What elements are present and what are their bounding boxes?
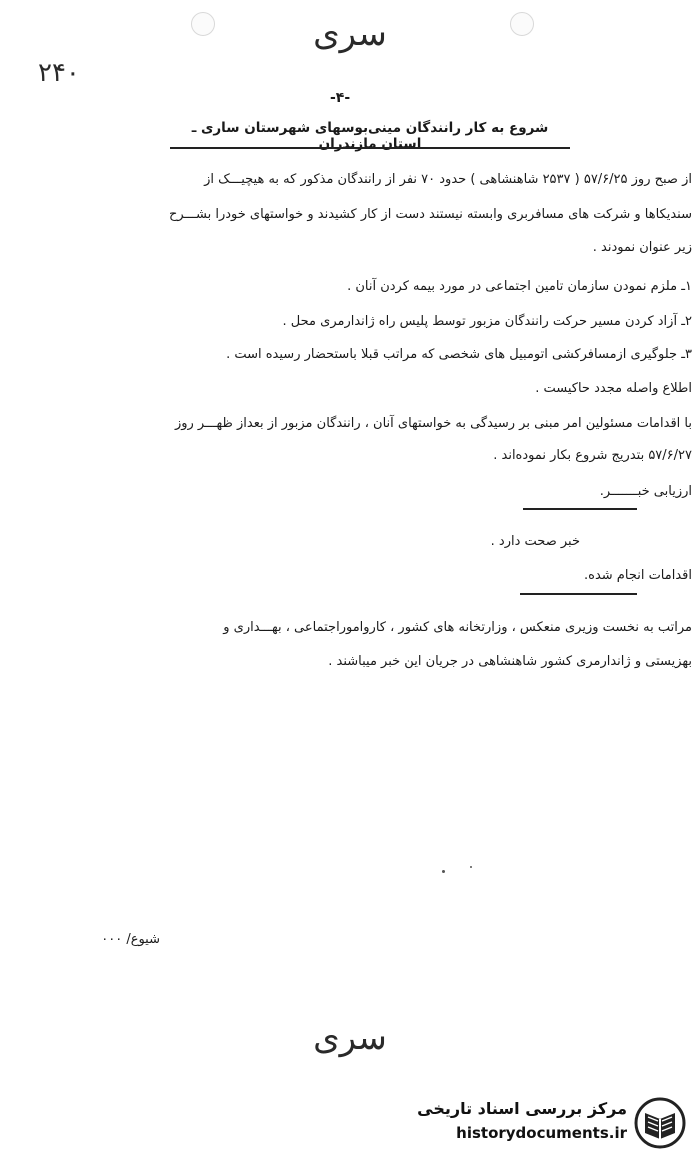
archive-name: مرکز بررسی اسناد تاریخی (417, 1099, 627, 1118)
intro-line-2: سندیکاها و شرکت های مسافربری وابسته نیستند دست از کار کشیدند و خواستهای خودرا بشـــرح (169, 207, 692, 222)
distribution-line-2: بهزیستی و ژاندارمری کشور شاهنشاهی در جریان این خبر میباشند . (328, 654, 692, 669)
demand-item-1: ۱ـ ملزم نمودن سازمان تامین اجتماعی در مورد بیمه کردن آنان . (347, 279, 692, 294)
faded-bleedthrough (285, 52, 485, 66)
action-line-1: با اقدامات مسئولین امر مبنی بر رسیدگی به خواستهای آنان ، رانندگان مزبور از بعداز ظهـــر روز (174, 416, 692, 431)
distribution-line-1: مراتب به نخست وزیری منعکس ، وزارتخانه های کشور ، کاروامور‌اجتماعی ، بهـــداری و (223, 620, 692, 635)
archive-book-icon (633, 1097, 687, 1149)
assessment-underline (523, 508, 637, 510)
archive-url[interactable]: historydocuments.ir (456, 1124, 627, 1142)
assessment-end-underline (520, 593, 637, 595)
speck-mark (442, 870, 445, 873)
assessment-item-1: خبر صحت دارد . (490, 534, 580, 549)
classification-stamp-bottom: سری (313, 1018, 387, 1058)
classification-stamp-top: سری (313, 14, 387, 54)
document-title: شروع به کار رانندگان مینی‌بوسهای شهرستان ساری ـ استان مازندران (191, 120, 549, 152)
assessment-heading: ارزیابی خبـــــــر. (599, 484, 692, 499)
title-underline (170, 147, 570, 149)
intro-line-3: زیر عنوان نمودند . (592, 240, 692, 255)
document-number: ۲۴۰ (38, 58, 80, 88)
speck-mark (470, 866, 472, 868)
demand-item-2: ۲ـ آزاد کردن مسیر حرکت رانندگان مزبور توسط پلیس راه ژاندارمری محل . (282, 314, 692, 329)
footer-code: شیوع/ ۰۰۰ (101, 932, 160, 947)
action-line-2: ۵۷/۶/۲۷ بتدریج شروع بکار نموده‌اند . (493, 448, 692, 463)
intro-line-1: از صبح روز ۵۷/۶/۲۵ ( ۲۵۳۷ شاهنشاهی ) حدود ۷۰ نفر از رانندگان مذکور که به هیچیـــک از (204, 172, 692, 187)
page-marker: -۴- (330, 90, 351, 106)
assessment-item-2: اقدامات انجام شده. (584, 568, 692, 583)
demand-item-3: ۳ـ جلوگیری ازمسافرکشی اتومبیل های شخصی که مراتب قبلا باستحضار رسیده است . (226, 347, 692, 362)
info-line: اطلاع واصله مجدد حاکیست . (535, 381, 692, 396)
